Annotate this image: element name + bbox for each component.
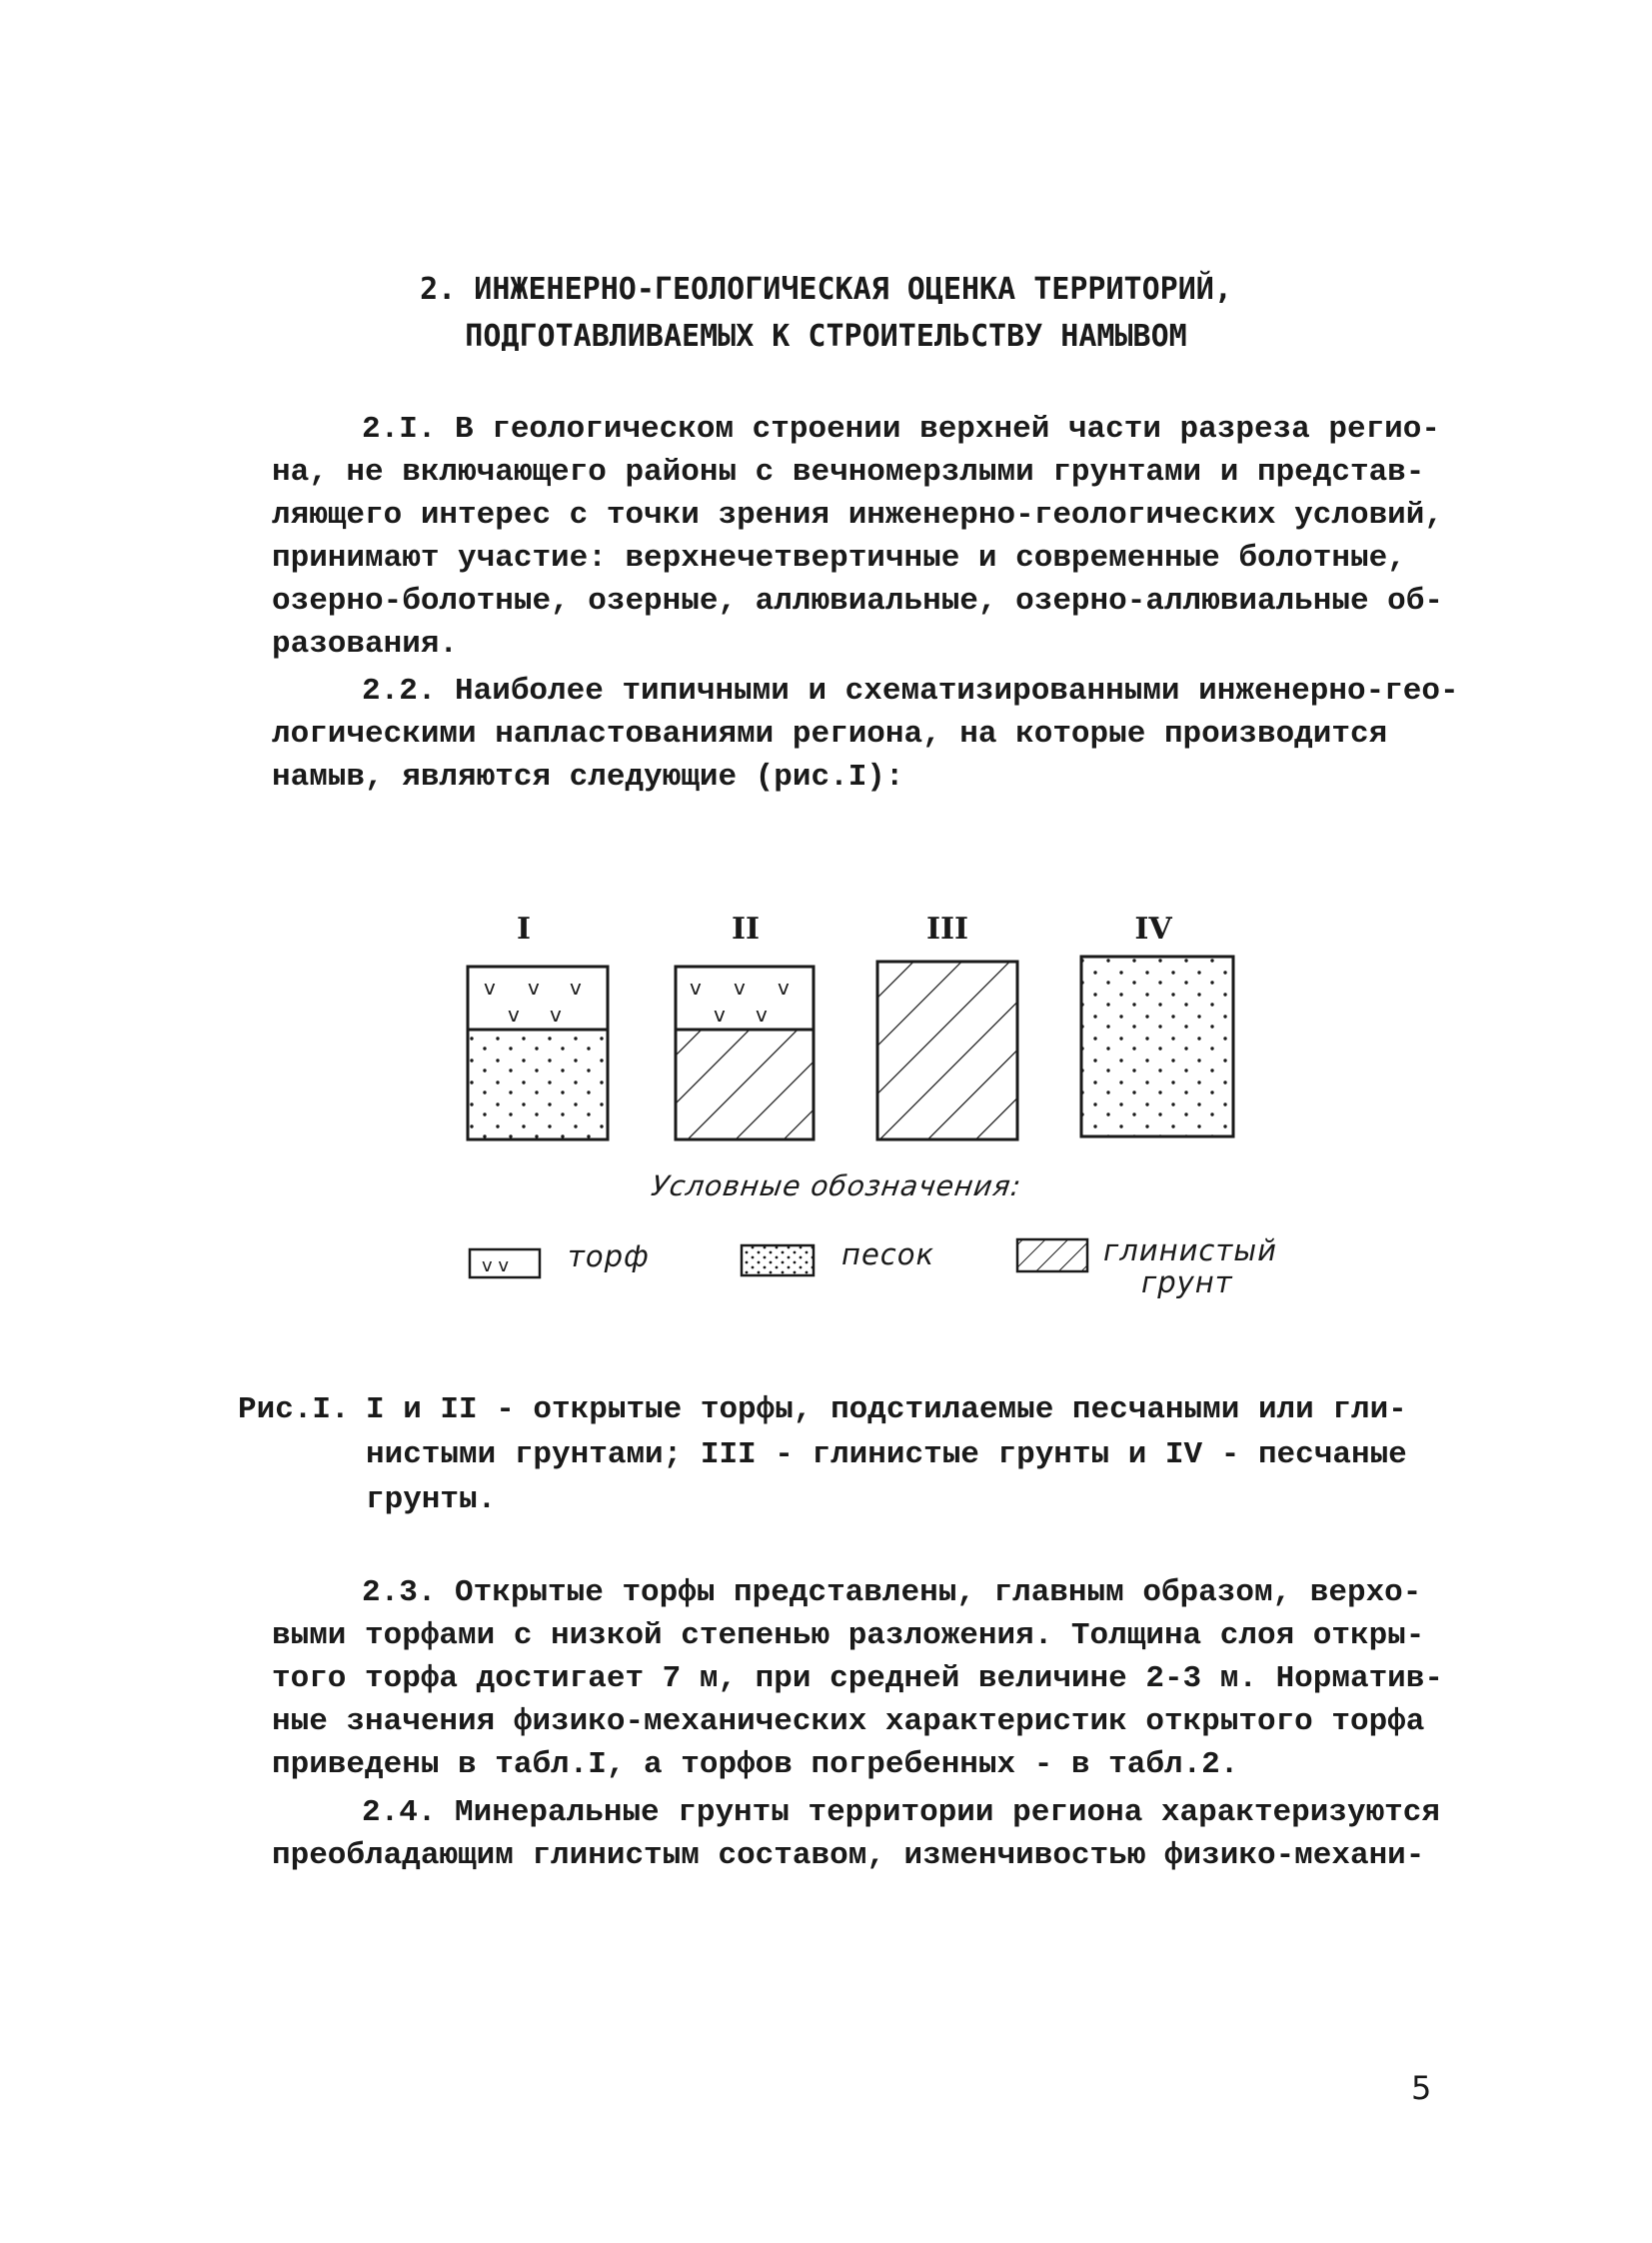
section-heading-line2: ПОДГОТАВЛИВАЕМЫХ К СТРОИТЕЛЬСТВУ НАМЫВОМ (465, 319, 1187, 354)
text-line: разования. (272, 627, 459, 662)
text-line: на, не включающего районы с вечномерзлыми грунтами и представ- (272, 455, 1425, 490)
column-3-clay (877, 962, 1017, 1139)
text-line: озерно-болотные, озерные, аллювиальные, озерно-аллювиальные об- (272, 584, 1443, 619)
text-line: 2.3. Открытые торфы представлены, главным образом, верхо- (362, 1575, 1422, 1610)
legend-peat-label: торф (568, 1239, 650, 1273)
legend-sand-label: песок (841, 1237, 935, 1271)
figure-column-label-3: III (925, 912, 969, 947)
svg-text:v: v (570, 976, 582, 1000)
svg-text:v v: v v (482, 1255, 510, 1276)
figure-caption-label: Рис.I. (238, 1392, 350, 1427)
text-line: логическими напластованиями региона, на которые производится (272, 717, 1388, 752)
column-1-peat-over-sand (468, 967, 608, 1139)
text-line: 2.2. Наиболее типичными и схематизированными инженерно-гео- (362, 674, 1459, 709)
section-heading-line1: 2. ИНЖЕНЕРНО-ГЕОЛОГИЧЕСКАЯ ОЦЕНКА ТЕРРИТОРИЙ, (420, 272, 1232, 307)
paragraph-2-4 (272, 1791, 1440, 1877)
text-line: 2.4. Минеральные грунты территории региона характеризуются (362, 1795, 1440, 1830)
column-2-peat-over-clay (676, 967, 814, 1139)
text-line: ляющего интерес с точки зрения инженерно-геологических условий, (272, 498, 1443, 533)
legend-clay-swatch (1017, 1239, 1087, 1271)
text-line: того торфа достигает 7 м, при средней величине 2-3 м. Норматив- (272, 1661, 1443, 1696)
legend-clay-label-line1: глинистый (1103, 1233, 1278, 1267)
svg-text:v: v (550, 1003, 562, 1027)
figure-column-label-2: II (731, 912, 761, 947)
legend-sand-swatch (742, 1245, 814, 1275)
svg-text:v: v (756, 1003, 768, 1027)
svg-text:v: v (528, 976, 540, 1000)
svg-text:v: v (714, 1003, 726, 1027)
svg-text:v: v (484, 976, 496, 1000)
svg-text:v: v (734, 976, 746, 1000)
text-line: выми торфами с низкой степенью разложения. Толщина слоя откры- (272, 1618, 1425, 1653)
page-number: 5 (1411, 2069, 1432, 2107)
text-line: I и II - открытые торфы, подстилаемые песчаными или гли- (366, 1392, 1407, 1427)
figure-column-label-1: I (516, 912, 532, 947)
svg-text:v: v (690, 976, 702, 1000)
text-line: грунты. (366, 1482, 497, 1517)
text-line: намыв, являются следующие (рис.I): (272, 760, 904, 795)
text-line: преобладающим глинистым составом, изменчивостью физико-механи- (272, 1838, 1425, 1873)
svg-text:v: v (508, 1003, 520, 1027)
text-line: нистыми грунтами; III - глинистые грунты и IV - песчаные (366, 1437, 1407, 1472)
legend-clay-label-line2: грунт (1141, 1265, 1233, 1299)
svg-text:v: v (778, 976, 790, 1000)
paragraph-2-3 (272, 1571, 1443, 1786)
legend-title: Условные обозначения: (649, 1169, 1024, 1202)
column-4-sand (1081, 957, 1233, 1136)
figure-column-label-4: IV (1134, 912, 1172, 947)
text-line: ные значения физико-механических характеристик открытого торфа (272, 1704, 1425, 1739)
legend-peat-swatch (470, 1249, 540, 1277)
text-line: 2.I. В геологическом строении верхней части разреза регио- (362, 412, 1440, 447)
text-line: приведены в табл.I, а торфов погребенных - в табл.2. (272, 1747, 1239, 1782)
text-line: принимают участие: верхнечетвертичные и современные болотные, (272, 541, 1406, 576)
figure-caption-text (366, 1387, 1415, 1522)
